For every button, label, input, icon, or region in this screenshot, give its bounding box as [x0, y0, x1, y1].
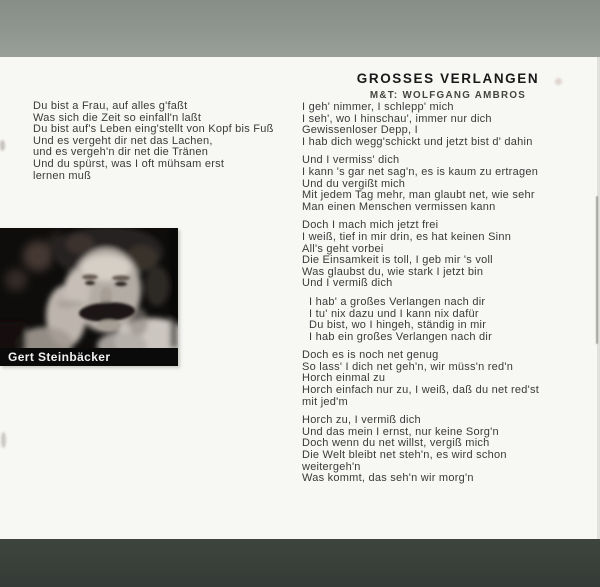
lyrics-stanza	[302, 350, 598, 408]
lyrics-line: I seh', wo I hinschau', immer nur dich	[302, 112, 492, 125]
lyrics-line: Du bist, wo I hingeh, ständig in mir	[309, 319, 487, 332]
lyrics-line: I kann 's gar net sag'n, es is kaum zu ertragen	[302, 165, 539, 178]
lyrics-line: I geh' nimmer, I schlepp' mich	[302, 101, 454, 113]
lyrics-line: mit jed'm	[302, 395, 348, 408]
lyrics-line: I hab dich wegg'schickt und jetzt bist d' dahin	[302, 135, 533, 148]
lyrics-stanza	[309, 297, 598, 343]
lyrics-line: Die Welt bleibt net steh'n, es wird schon	[302, 449, 507, 462]
lyrics-line: Und du vergißt mich	[302, 177, 406, 190]
lyrics-line: Und I vermiß dich	[302, 277, 393, 290]
artist-photo	[0, 228, 178, 348]
scan-smudge	[0, 140, 5, 151]
lyrics-line: I tu' nix dazu und I kann nix dafür	[309, 307, 479, 320]
lyrics-line: Und I vermiss' dich	[302, 154, 400, 167]
lyrics-stanza	[302, 415, 598, 485]
lyrics-line: Was sich die Zeit so einfall'n laßt	[33, 111, 202, 124]
lyrics-line: Horch zu, I vermiß dich	[302, 414, 421, 427]
song-title: GROSSES VERLANGEN	[356, 71, 540, 86]
lyrics-stanza	[302, 220, 598, 290]
lyrics-line: I weiß, tief in mir drin, es hat keinen Sinn	[302, 230, 512, 243]
lyrics-line: I hab' a großes Verlangen nach dir	[309, 295, 486, 308]
bottom-gray-band	[0, 539, 600, 587]
top-gray-band	[0, 0, 600, 57]
lyrics-line: Doch wenn du net willst, vergiß mich	[302, 437, 490, 450]
lyrics-line: So lass' I dich net geh'n, wir müss'n red'n	[302, 360, 514, 373]
lyrics-line: Die Einsamkeit is toll, I geb mir 's voll	[302, 254, 493, 267]
lyrics-line: Man einen Menschen vermissen kann	[302, 200, 496, 213]
lyrics-line: Doch I mach mich jetzt frei	[302, 219, 439, 232]
lyrics-line: und es vergeh'n dir net die Tränen	[33, 146, 209, 159]
song-credit: M&T: WOLFGANG AMBROS	[369, 90, 527, 101]
photo-caption: Gert Steinbäcker	[0, 348, 178, 366]
artist-photo-block	[0, 228, 178, 366]
lyrics-line: Und du spürst, was I oft mühsam erst	[33, 157, 225, 170]
lyrics-stanza	[302, 102, 598, 148]
lyrics-line: weitergeh'n	[302, 460, 361, 473]
lyrics-line: I hab ein großes Verlangen nach dir	[309, 330, 493, 343]
lyrics-line: Mit jedem Tag mehr, man glaubt net, wie sehr	[302, 189, 535, 202]
lyrics-line: Und es vergeht dir net das Lachen,	[33, 134, 213, 147]
lyrics-line: Horch einfach nur zu, I weiß, daß du net red'st	[302, 384, 540, 397]
lyrics-line: Doch es is noch net genug	[302, 349, 439, 362]
lyrics-line: Was kommt, das seh'n wir morg'n	[302, 472, 474, 485]
lyrics-line: Du bist a Frau, auf alles g'faßt	[33, 100, 188, 112]
scan-smudge	[1, 432, 6, 448]
lyrics-line: Was glaubst du, wie stark I jetzt bin	[302, 265, 484, 278]
lyrics-line: lernen muß	[33, 169, 92, 182]
right-lyrics	[302, 102, 598, 492]
left-lyrics	[33, 101, 301, 182]
song-header	[302, 72, 594, 101]
lyrics-line: Horch einmal zu	[302, 372, 386, 385]
lyrics-stanza	[302, 155, 598, 213]
lyrics-line: Gewissenloser Depp, I	[302, 124, 418, 137]
lyrics-line: Und das mein I ernst, nur keine Sorg'n	[302, 425, 499, 438]
lyrics-line: All's geht vorbei	[302, 242, 384, 255]
lyrics-line: Du bist auf's Leben eing'stellt von Kopf bis Fuß	[33, 123, 274, 136]
